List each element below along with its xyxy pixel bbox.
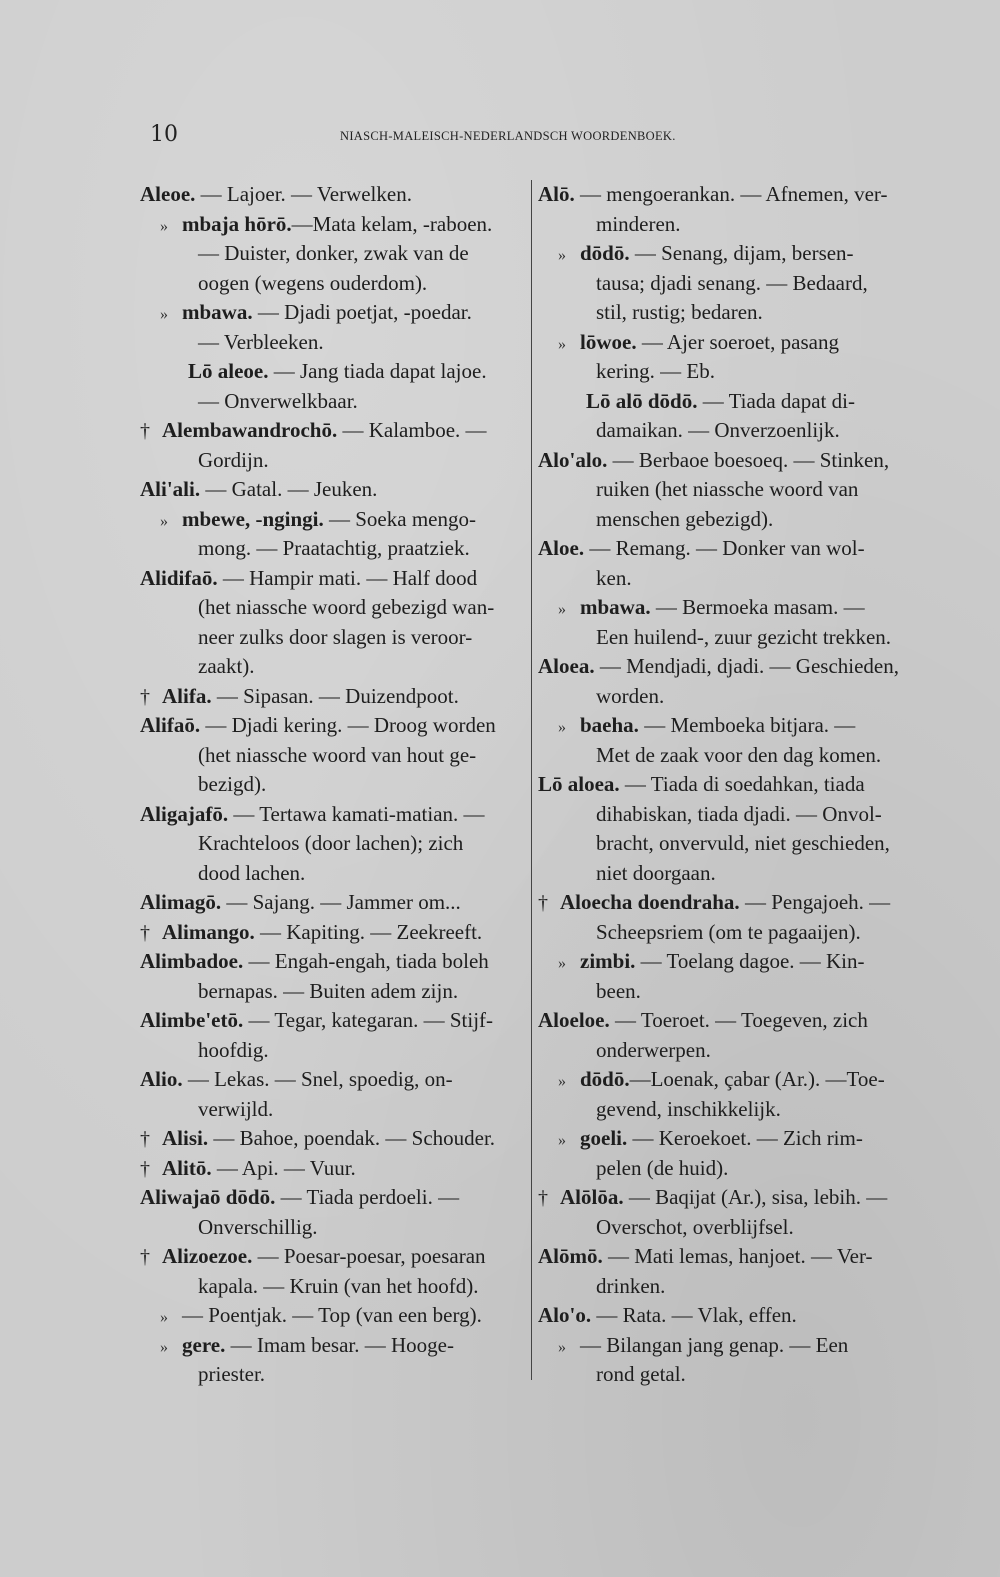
dictionary-line [538,741,930,771]
dictionary-line [538,475,930,505]
dictionary-line [538,357,930,387]
ditto-mark: » [558,1073,566,1090]
definition-text: worden. [596,683,665,708]
definition-text: — Imam besar. — Hooge- [225,1332,454,1357]
headword: Alōmō. [538,1244,603,1268]
dictionary-line [140,593,525,623]
definition-text: — Bilangan jang genap. — Een [580,1332,849,1357]
headword: Aloe. [538,536,585,560]
dictionary-line [140,1065,525,1095]
dictionary-line [140,1331,525,1361]
dagger-mark: † [140,921,150,944]
dagger-mark: † [140,420,150,442]
headword: dōdō. [580,241,630,265]
dictionary-line [538,682,930,712]
page-number: 10 [150,122,178,147]
headword: goeli. [580,1126,628,1150]
dictionary-line [538,505,930,535]
definition-text: — Tegar, kategaran. — Stijf- [243,1008,494,1032]
headword: lōwoe. [580,329,637,354]
definition-text: — Ajer soeroet, pasang [636,329,839,354]
definition-text: — Lekas. — Snel, spoedig, on- [182,1067,453,1091]
definition-text: — Tiada perdoeli. — [275,1185,460,1209]
dictionary-line [538,1154,930,1184]
dictionary-line [538,416,930,446]
headword: Aloeloe. [538,1008,610,1032]
headword: Alidifaō. [140,565,218,590]
dictionary-line [538,1095,930,1125]
ditto-mark: » [160,217,168,235]
headword: Lō alō dōdō. [586,388,698,413]
dictionary-line [140,623,525,653]
headword: Alizoezoe. [162,1244,253,1268]
dictionary-line [538,210,930,240]
definition-text: — Mendjadi, djadi. — Geschieden, [594,654,900,678]
definition-text: niet doorgaan. [596,860,716,885]
dictionary-line [140,918,525,948]
definition-text: oogen (wegens ouderdom). [198,270,428,295]
definition-text: —Loenak, çabar (Ar.). —Toe- [629,1067,885,1091]
headword: Alōlōa. [560,1185,624,1209]
dictionary-line [538,1036,930,1066]
definition-text: drinken. [596,1273,666,1298]
dagger-mark: † [140,1157,150,1180]
definition-text: — Poentjak. — Top (van een berg). [182,1303,482,1327]
headword: Alio. [140,1067,183,1091]
dictionary-line [140,298,525,328]
dictionary-line [538,387,930,417]
definition-text: — Memboeka bitjara. — [638,713,856,737]
right-column [538,180,930,1390]
headword: gere. [182,1332,226,1357]
dagger-mark: † [538,892,548,914]
definition-text: kering. — Eb. [596,359,715,383]
definition-text: — Djadi poetjat, -poedar. [252,300,472,324]
definition-text: — Senang, dijam, bersen- [629,241,854,265]
headword: Alembawandrochō. [162,418,338,442]
headword: Alimbadoe. [140,949,244,973]
dictionary-line [538,1301,930,1331]
definition-text: onderwerpen. [596,1037,711,1062]
headword: Aloea. [538,654,595,678]
definition-text: — Toeroet. — Toegeven, zich [609,1008,868,1032]
headword: dōdō. [580,1067,630,1091]
definition-text: — Djadi kering. — Droog worden [200,713,496,737]
definition-text: ruiken (het niassche woord van [596,477,859,501]
dictionary-line [140,947,525,977]
headword: mbewe, -ngingi. [182,506,324,531]
definition-text: — Baqijat (Ar.), sisa, lebih. — [623,1185,888,1209]
dictionary-line [538,918,930,948]
dictionary-line [538,1360,930,1390]
dictionary-line [538,593,930,623]
definition-text: — Lajoer. — Verwelken. [195,182,412,206]
definition-text: Scheepsriem (om te pagaaijen). [596,919,861,944]
dictionary-line [140,1301,525,1331]
definition-text: — Tertawa kamati-matian. — [228,801,485,826]
definition-text: gevend, inschikkelijk. [596,1096,781,1121]
dictionary-line [538,564,930,594]
ditto-mark: » [558,1132,566,1149]
dictionary-line [538,1124,930,1154]
definition-text: Gordijn. [198,447,269,472]
dictionary-line [538,623,930,653]
column-divider [531,180,532,1380]
dictionary-line [140,800,525,830]
headword: Alimango. [162,919,255,944]
dictionary-line [140,1183,525,1213]
running-head: NIASCH-MALEISCH-NEDERLANDSCH WOORDENBOEK. [340,129,676,143]
definition-text: (het niassche woord gebezigd wan- [198,595,495,619]
headword: baeha. [580,713,639,737]
dictionary-line [140,269,525,299]
ditto-mark: » [160,1309,168,1326]
dictionary-line [538,239,930,269]
definition-text: — Duister, donker, zwak van de [198,241,469,265]
headword: Alitō. [162,1155,212,1180]
ditto-mark: » [160,306,168,323]
dagger-mark: † [140,1128,150,1150]
definition-text: — Pengajoeh. — [739,890,891,914]
dictionary-line [538,947,930,977]
definition-text: Overschot, overblijfsel. [596,1214,794,1239]
ditto-mark: » [558,601,566,618]
dictionary-line [538,888,930,918]
definition-text: neer zulks door slagen is veroor- [198,624,473,649]
headword: Alisi. [162,1126,209,1150]
definition-text: pelen (de huid). [596,1155,729,1180]
dictionary-line [140,446,525,476]
definition-text: mong. — Praatachtig, praatziek. [198,536,470,560]
definition-text: — Api. — Vuur. [211,1155,356,1180]
definition-text: — Kalamboe. — [337,418,487,442]
definition-text: — Bahoe, poendak. — Schouder. [208,1126,496,1150]
dictionary-line [538,800,930,830]
definition-text: —Mata kelam, -raboen. [291,211,493,236]
dictionary-line [538,859,930,889]
headword: Alimbe'etō. [140,1008,244,1032]
dictionary-line [140,682,525,712]
dictionary-line [538,1006,930,1036]
dictionary-line [140,1272,525,1302]
dictionary-line [538,1331,930,1361]
headword: Lō aloea. [538,772,620,796]
headword: Aligajafō. [140,801,229,826]
dictionary-line [140,1242,525,1272]
definition-text: — Mati lemas, hanjoet. — Ver- [602,1244,873,1268]
definition-text: — Soeka mengo- [323,506,476,531]
ditto-mark: » [558,955,566,972]
headword: Aloecha doendraha. [560,890,740,914]
dictionary-line [140,711,525,741]
headword: mbawa. [182,300,253,324]
ditto-mark: » [558,247,566,264]
definition-text: — Tiada dapat di- [697,388,855,413]
headword: mbawa. [580,595,651,619]
definition-text: — Toelang dagoe. — Kin- [635,949,865,973]
definition-text: rond getal. [596,1362,686,1386]
ditto-mark: » [558,1338,566,1356]
definition-text: — Bermoeka masam. — [650,595,865,619]
dagger-mark: † [140,685,150,708]
headword: Alo'o. [538,1303,592,1327]
dictionary-line [140,239,525,269]
definition-text: minderen. [596,211,681,236]
dictionary-line [538,1183,930,1213]
dictionary-line [140,180,525,210]
definition-text: menschen gebezigd). [596,506,774,531]
headword: Alō. [538,182,575,206]
dictionary-line [140,1360,525,1390]
dictionary-line [538,298,930,328]
dictionary-line [140,210,525,240]
definition-text: verwijld. [198,1096,274,1121]
headword: Alifaō. [140,713,201,737]
headword: Alimagō. [140,890,222,914]
dictionary-line [140,829,525,859]
dictionary-line [538,977,930,1007]
dictionary-line [538,269,930,299]
dictionary-line [140,564,525,594]
dictionary-line [140,1154,525,1184]
headword: Alifa. [162,683,212,708]
dictionary-line [140,1213,525,1243]
definition-text: been. [596,978,641,1003]
definition-text: Onverschillig. [198,1214,318,1239]
dictionary-line [538,534,930,564]
dictionary-line [140,770,525,800]
headword: zimbi. [580,949,636,973]
dictionary-line [140,328,525,358]
definition-text: — Onverwelkbaar. [198,388,358,413]
definition-text: dood lachen. [198,860,306,885]
dictionary-line [140,1124,525,1154]
dictionary-line [538,1065,930,1095]
dictionary-line [140,534,525,564]
definition-text: hoofdig. [198,1037,269,1062]
dictionary-line [140,387,525,417]
ditto-mark: » [558,719,566,736]
dagger-mark: † [140,1246,150,1268]
definition-text: tausa; djadi senang. — Bedaard, [596,270,868,295]
headword: mbaja hōrō. [182,211,292,236]
definition-text: — Sipasan. — Duizendpoot. [211,683,459,708]
headword: Aleoe. [140,182,196,206]
dictionary-line [140,1095,525,1125]
definition-text: bernapas. — Buiten adem zijn. [198,978,459,1003]
definition-text: Een huilend-, zuur gezicht trekken. [596,624,892,649]
definition-text: (het niassche woord van hout ge- [198,742,477,767]
dictionary-line [140,505,525,535]
definition-text: damaikan. — Onverzoenlijk. [596,418,840,442]
ditto-mark: » [160,1338,168,1356]
definition-text: ken. [596,565,632,590]
ditto-mark: » [558,335,566,353]
definition-text: — Kapiting. — Zeekreeft. [254,919,483,944]
definition-text: stil, rustig; bedaren. [596,300,763,324]
definition-text: zaakt). [198,654,255,678]
dictionary-line [538,770,930,800]
definition-text: — Sajang. — Jammer om... [221,890,461,914]
headword: Alo'alo. [538,447,608,472]
definition-text: — Remang. — Donker van wol- [584,536,865,560]
definition-text: — Keroekoet. — Zich rim- [627,1126,863,1150]
dictionary-line [140,1036,525,1066]
definition-text: — Engah-engah, tiada boleh [243,949,489,973]
definition-text: kapala. — Kruin (van het hoofd). [198,1273,479,1298]
ditto-mark: » [160,512,168,530]
dictionary-line [538,829,930,859]
left-column [140,180,525,1390]
dictionary-line [538,180,930,210]
dictionary-line [538,1213,930,1243]
definition-text: bracht, onvervuld, niet geschieden, [596,831,890,855]
definition-text: Met de zaak voor den dag komen. [596,742,882,767]
dictionary-line [140,1006,525,1036]
definition-text: — Poesar-poesar, poesaran [252,1244,486,1268]
definition-text: bezigd). [198,772,267,796]
dictionary-line [538,328,930,358]
definition-text: — Rata. — Vlak, effen. [591,1303,797,1327]
dictionary-line [538,1272,930,1302]
headword: Ali'ali. [140,477,201,501]
page-header [150,122,930,152]
dictionary-line [140,859,525,889]
dictionary-line [140,652,525,682]
dictionary-line [140,977,525,1007]
definition-text: — Hampir mati. — Half dood [217,565,478,590]
headword: Aliwajaō dōdō. [140,1185,276,1209]
definition-text: — Gatal. — Jeuken. [200,477,378,501]
dictionary-line [140,475,525,505]
dictionary-line [538,446,930,476]
dictionary-line [140,888,525,918]
dictionary-line [140,741,525,771]
dictionary-line [538,711,930,741]
definition-text: — mengoerankan. — Afnemen, ver- [574,182,888,206]
definition-text: dihabiskan, tiada djadi. — Onvol- [596,801,882,826]
definition-text: Krachteloos (door lachen); zich [198,831,464,855]
dagger-mark: † [538,1187,548,1209]
definition-text: priester. [198,1362,266,1386]
dictionary-line [140,416,525,446]
definition-text: — Berbaoe boesoeq. — Stinken, [607,447,890,472]
definition-text: — Tiada di soedahkan, tiada [619,772,865,796]
headword: Lō aleoe. [188,359,269,383]
dictionary-line [140,357,525,387]
dictionary-line [538,652,930,682]
definition-text: — Jang tiada dapat lajoe. [268,359,487,383]
dictionary-line [538,1242,930,1272]
definition-text: — Verbleeken. [198,329,324,354]
